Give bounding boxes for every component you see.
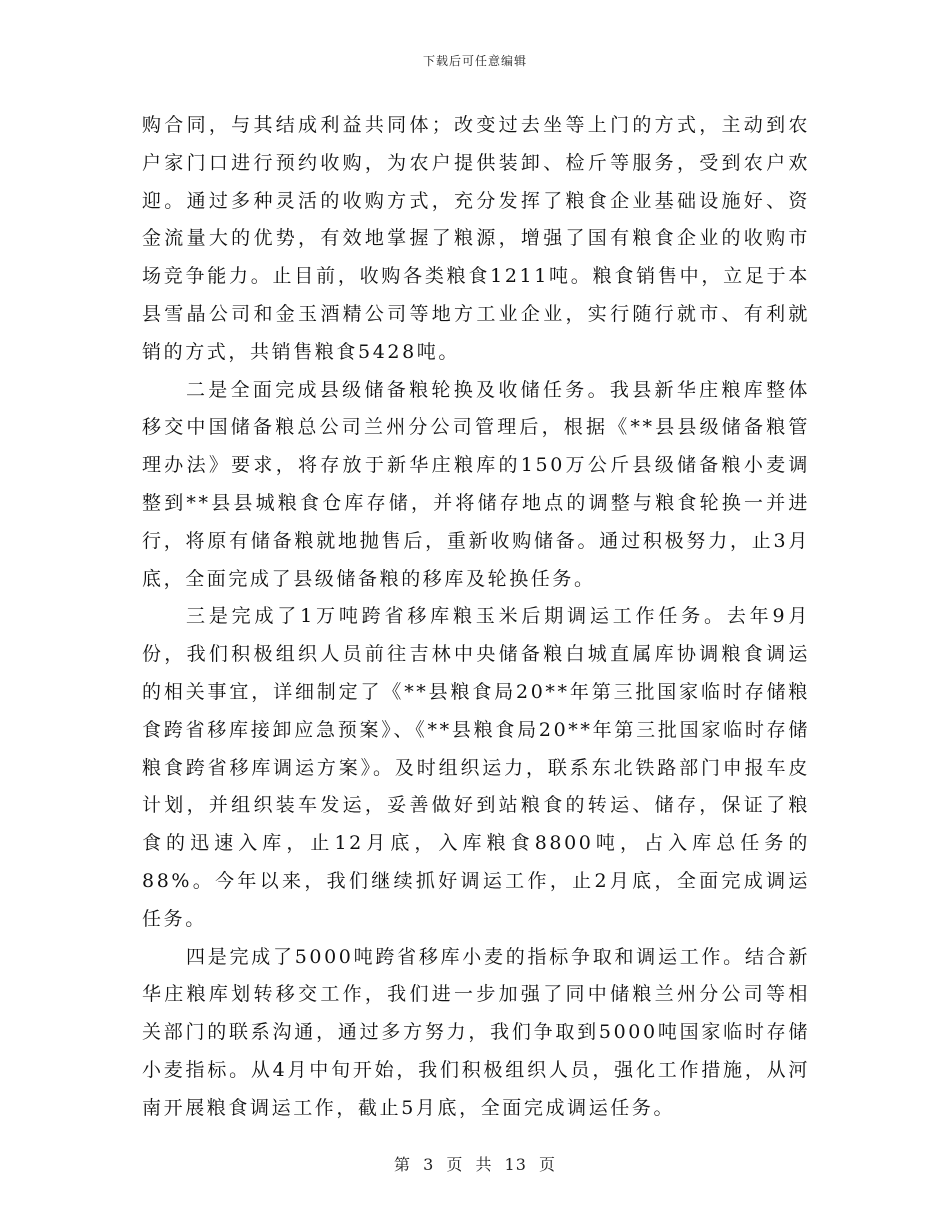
paragraph-3: 三是完成了1万吨跨省移库粮玉米后期调运工作任务。去年9月份，我们积极组织人员前往吉林中央储备粮白城直属库协调粮食调运的相关事宜，详细制定了《**县粮食局20**年第三批国家临时存储粮食跨省移库接卸应急预案》、《**县粮食局20**年第三批国家临时存储粮食跨省移库调运方案》。及时组织运力，联系东北铁路部门申报车皮计划，并组织装车发运，妥善做好到站粮食的转运、储存，保证了粮食的迅速入库，止12月底，入库粮食8800吨，占入库总任务的88%。今年以来，我们继续抓好调运工作，止2月底，全面完成调运任务。 — [142, 605, 810, 930]
paragraph-2: 二是全面完成县级储备粮轮换及收储任务。我县新华庄粮库整体移交中国储备粮总公司兰州分公司管理后，根据《**县县级储备粮管理办法》要求，将存放于新华庄粮库的150万公斤县级储备粮小麦调整到**县县城粮食仓库存储，并将储存地点的调整与粮食轮换一并进行，将原有储备粮就地抛售后，重新收购储备。通过积极努力，止3月底，全面完成了县级储备粮的移库及轮换任务。 — [142, 378, 810, 590]
document-body — [142, 107, 810, 1128]
paragraph-1: 购合同，与其结成利益共同体；改变过去坐等上门的方式，主动到农户家门口进行预约收购，为农户提供装卸、检斤等服务，受到农户欢迎。通过多种灵活的收购方式，充分发挥了粮食企业基础设施好、资金流量大的优势，有效地掌握了粮源，增强了国有粮食企业的收购市场竞争能力。止目前，收购各类粮食1211吨。粮食销售中，立足于本县雪晶公司和金玉酒精公司等地方工业企业，实行随行就市、有利就销的方式，共销售粮食5428吨。 — [142, 114, 810, 363]
page-header-note: 下载后可任意编辑 — [422, 54, 527, 68]
paragraph-4: 四是完成了5000吨跨省移库小麦的指标争取和调运工作。结合新华庄粮库划转移交工作，我们进一步加强了同中储粮兰州分公司等相关部门的联系沟通，通过多方努力，我们争取到5000吨国家临时存储小麦指标。从4月中旬开始，我们积极组织人员，强化工作措施，从河南开展粮食调运工作，截止5月底，全面完成调运任务。 — [142, 945, 810, 1119]
page-number-footer: 第 3 页 共 13 页 — [394, 1155, 556, 1174]
